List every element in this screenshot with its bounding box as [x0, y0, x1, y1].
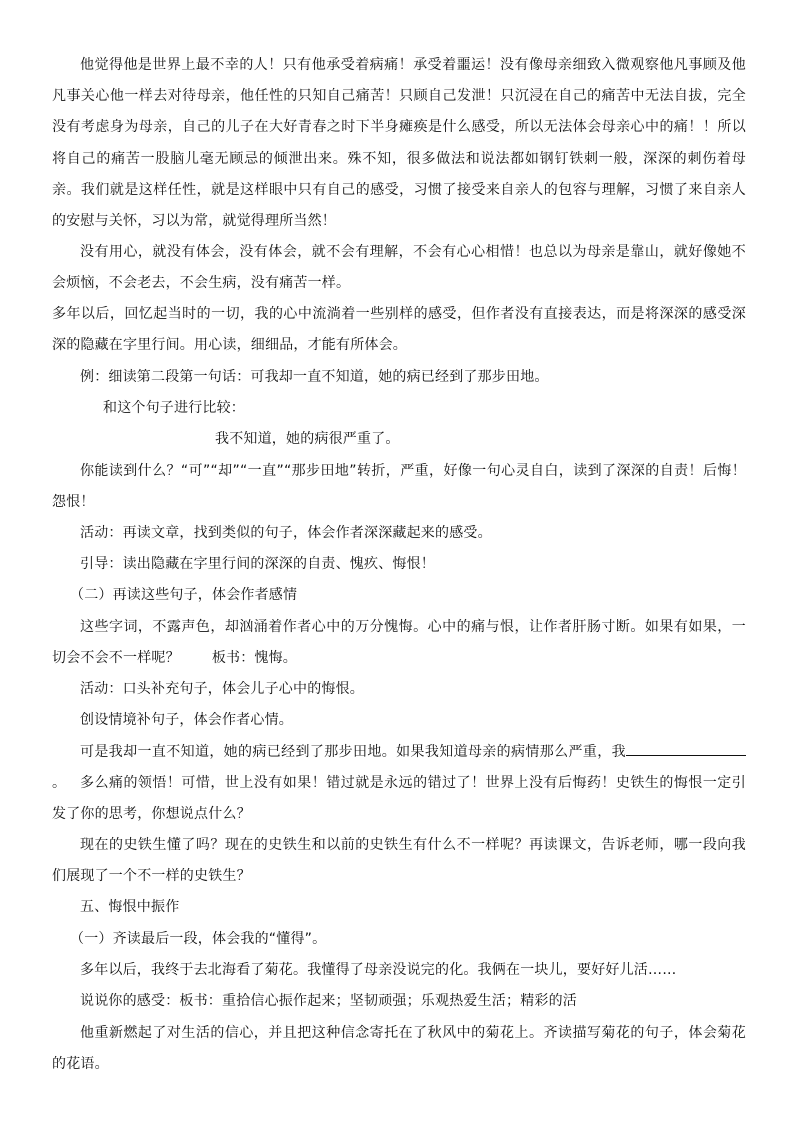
paragraph-scenario: 创设情境补句子，体会作者心情。	[80, 712, 293, 728]
paragraph-no-heart: 没有用心，就没有体会，没有体会，就不会有理解，不会有心心相惜！也总以为母亲是靠山，就好像她不会烦恼，不会老去，不会生病，没有痛苦一样。	[52, 244, 746, 292]
paragraph-chrysanthemum: 他重新燃起了对生活的信心，并且把这种信念寄托在了秋风中的菊花上。齐读描写菊花的句子，体会菊花的花语。	[52, 1025, 746, 1073]
paragraph-guide: 引导：读出隐藏在字里行间的深深的自责、愧疚、悔恨！	[80, 556, 435, 572]
paragraph-compare: 和这个句子进行比较：	[103, 400, 245, 416]
section-heading-read-last: （一）齐读最后一段，体会我的“懂得”。	[70, 931, 327, 947]
paragraph-now-understand: 现在的史铁生懂了吗？现在的史铁生和以前的史铁生有什么不一样呢？再读课文，告诉老师，哪一段向我们展现了一个不一样的史铁生？	[52, 837, 746, 885]
paragraph-activity-reread: 活动：再读文章，找到类似的句子，体会作者深深藏起来的感受。	[80, 525, 492, 541]
paragraph-activity-oral: 活动：口头补充句子，体会儿子心中的悔恨。	[80, 681, 364, 697]
paragraph-hidden-feelings: 多年以后，回忆起当时的一切，我的心中流淌着一些别样的感受，但作者没有直接表达，而是将深深的感受深深的隐藏在字里行间。用心读，细细品，才能有所体会。	[52, 306, 746, 354]
paragraph-beihai: 多年以后，我终于去北海看了菊花。我懂得了母亲没说完的化。我俩在一块儿，要好好儿活……	[80, 962, 677, 978]
fill-blank-end: 。	[52, 775, 67, 792]
paragraph-comparison-sentence: 我不知道，她的病很严重了。	[215, 431, 400, 447]
section-heading-five: 五、悔恨中振作	[80, 899, 180, 915]
fill-blank-line	[626, 741, 746, 756]
paragraph-feelings-board: 说说你的感受：板书：重拾信心振作起来；坚韧顽强；乐观热爱生活；精彩的活	[80, 993, 577, 1009]
regret-text: 这些字词，不露声色，却汹涌着作者心中的万分愧悔。心中的痛与恨，让作者肝肠寸断。如果有如果，一切会不会不一样呢？	[52, 619, 746, 667]
paragraph-what-read: 你能读到什么？“可”“却”“一直”“那步田地”转折，严重，好像一句心灵自白，读到了深深的自责！后悔！怨恨！	[52, 463, 746, 511]
board-note-regret: 板书：愧悔。	[211, 650, 298, 667]
section-heading-reread: （二）再读这些句子，体会作者感情	[70, 587, 298, 603]
paragraph-painful-realization: 多么痛的领悟！可惜，世上没有如果！错过就是永远的错过了！世界上没有后悔药！史铁生的悔恨一定引发了你的思考，你想说点什么？	[52, 775, 746, 823]
paragraph-self-pity: 他觉得他是世界上最不幸的人！只有他承受着病痛！承受着噩运！没有像母亲细致入微观察他凡事顾及他凡事关心他一样去对待母亲，他任性的只知自己痛苦！只顾自己发泄！只沉浸在自己的痛苦中无法自拔，完全没有考虑身为母亲，自己的儿子在大好青春之时下半身瘫痪是什么感受，所以无法体会母亲心中的痛！！所以将自己的痛苦一股脑儿毫无顾忌的倾泄出来。殊不知，很多做法和说法都如钢钉铁刺一般，深深的刺伤着母亲。我们就是这样任性，就是这样眼中只有自己的感受，习惯了接受来自亲人的包容与理解，习惯了来自亲人的安慰与关怀，习以为常，就觉得理所当然！	[52, 57, 746, 230]
fill-blank-text: 可是我却一直不知道，她的病已经到了那步田地。如果我知道母亲的病情那么严重，我	[80, 744, 626, 760]
paragraph-regret	[52, 612, 746, 674]
paragraph-example: 例：细读第二段第一句话：可我却一直不知道，她的病已经到了那步田地。	[80, 369, 549, 385]
